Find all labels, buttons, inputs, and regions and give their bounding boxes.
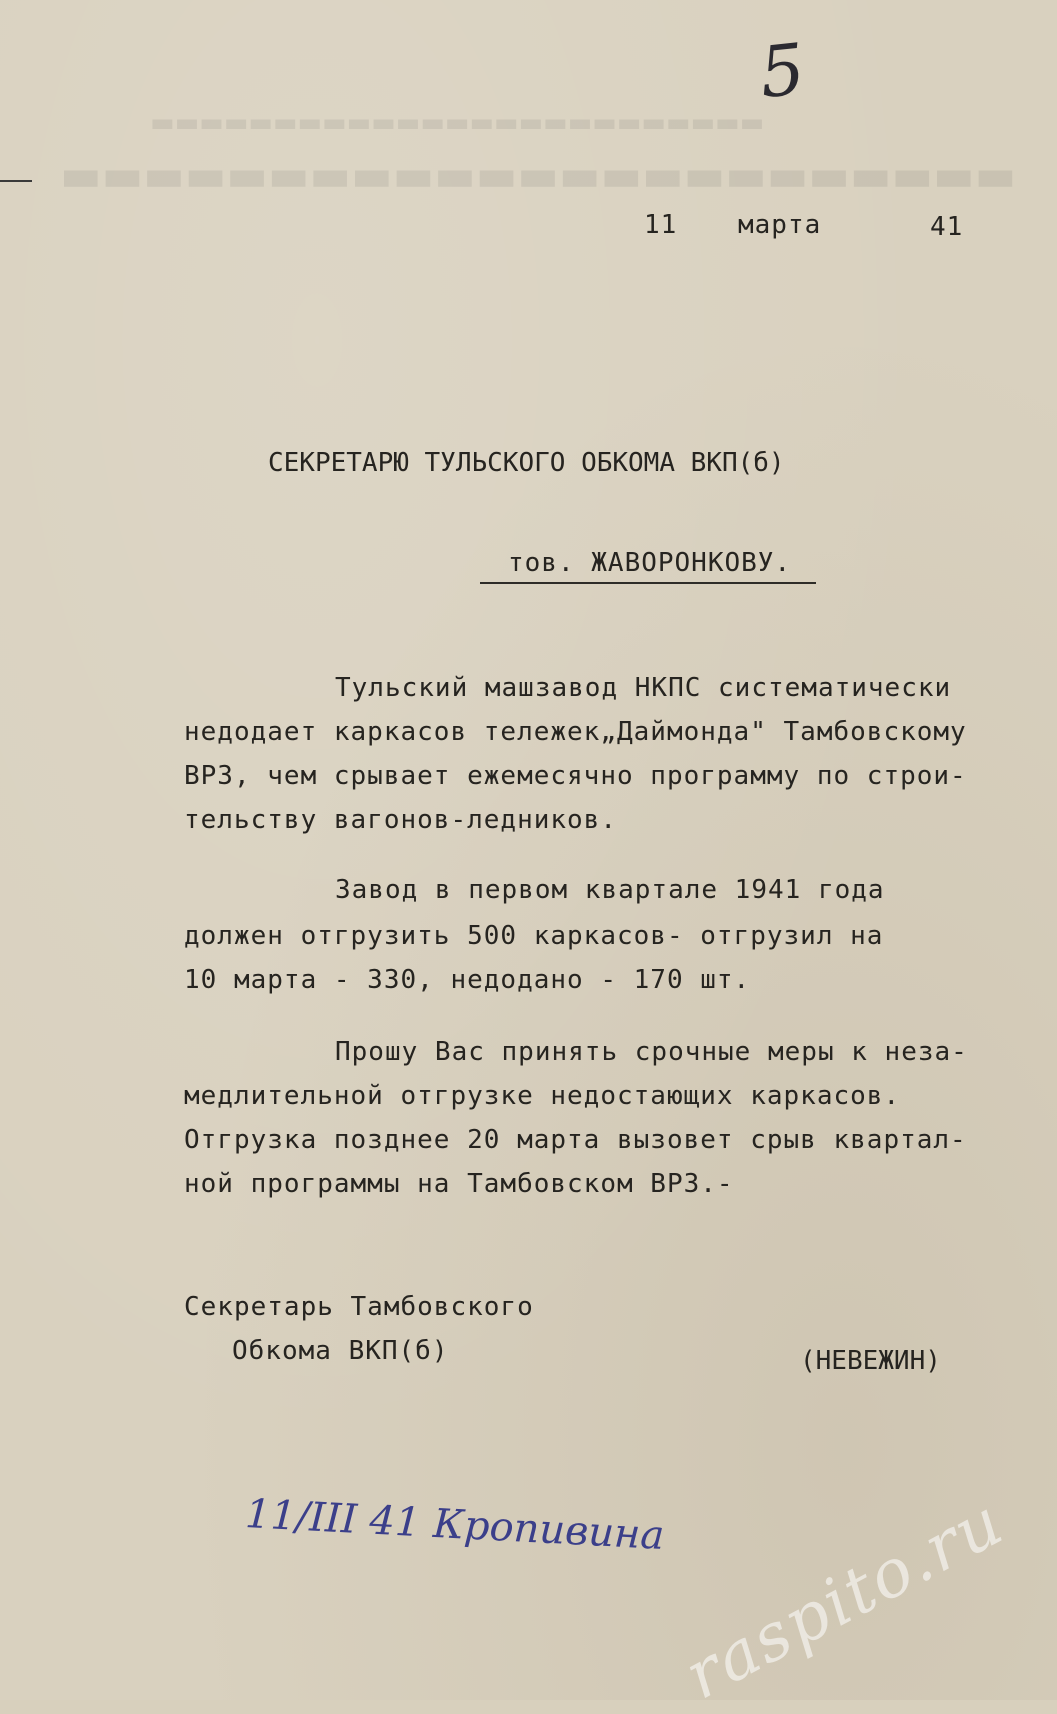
signature-name: (НЕВЕЖИН) <box>800 1346 941 1376</box>
bleed-through-letterhead-2: ▬▬▬▬▬▬▬▬▬▬▬▬▬▬▬▬▬▬▬▬▬▬▬ <box>60 150 1017 201</box>
paragraph-1-line-1: Тульский машзавод НКПС систематически <box>335 673 952 703</box>
paragraph-2-line-2: должен отгрузить 500 каркасов- отгрузил на <box>184 921 884 951</box>
addressee-underline <box>480 582 816 584</box>
date-month: марта <box>738 210 822 240</box>
date-day: 11 <box>644 210 678 240</box>
handwritten-note: 11/III 41 Кропивина <box>244 1491 666 1559</box>
signature-title-line1: Секретарь Тамбовского <box>184 1292 534 1322</box>
paragraph-3-line-1: Прошу Вас принять срочные меры к неза- <box>335 1037 968 1067</box>
paragraph-2-line-1: Завод в первом квартале 1941 года <box>335 875 885 905</box>
date-year: 41 <box>930 212 964 242</box>
paragraph-2-line-3: 10 марта - 330, недодано - 170 шт. <box>184 965 751 995</box>
signature-title-line2: Обкома ВКП(б) <box>232 1336 449 1366</box>
paragraph-3-line-3: Отгрузка позднее 20 марта вызовет срыв квартал- <box>184 1125 967 1155</box>
paragraph-3-line-2: медлительной отгрузке недостающих каркасов. <box>184 1081 901 1111</box>
addressee-line2: тов. ЖАВОРОНКОВУ. <box>508 548 792 578</box>
paragraph-1-line-4: тельству вагонов-ледников. <box>184 805 617 835</box>
margin-tick-mark <box>0 180 32 182</box>
bleed-through-letterhead: ▬▬▬▬▬▬▬▬▬▬▬▬▬▬▬▬▬▬▬▬▬▬▬▬▬ <box>150 108 765 138</box>
paragraph-1-line-3: ВРЗ, чем срывает ежемесячно программу по строи- <box>184 761 967 791</box>
paragraph-3-line-4: ной программы на Тамбовском ВРЗ.- <box>184 1169 734 1199</box>
paragraph-1-line-2: недодает каркасов тележек„Даймонда" Тамбовскому <box>184 717 967 747</box>
page-number: 5 <box>755 27 809 115</box>
addressee-line1: СЕКРЕТАРЮ ТУЛЬСКОГО ОБКОМА ВКП(б) <box>268 448 785 478</box>
watermark: raspito.ru <box>672 1482 1016 1714</box>
